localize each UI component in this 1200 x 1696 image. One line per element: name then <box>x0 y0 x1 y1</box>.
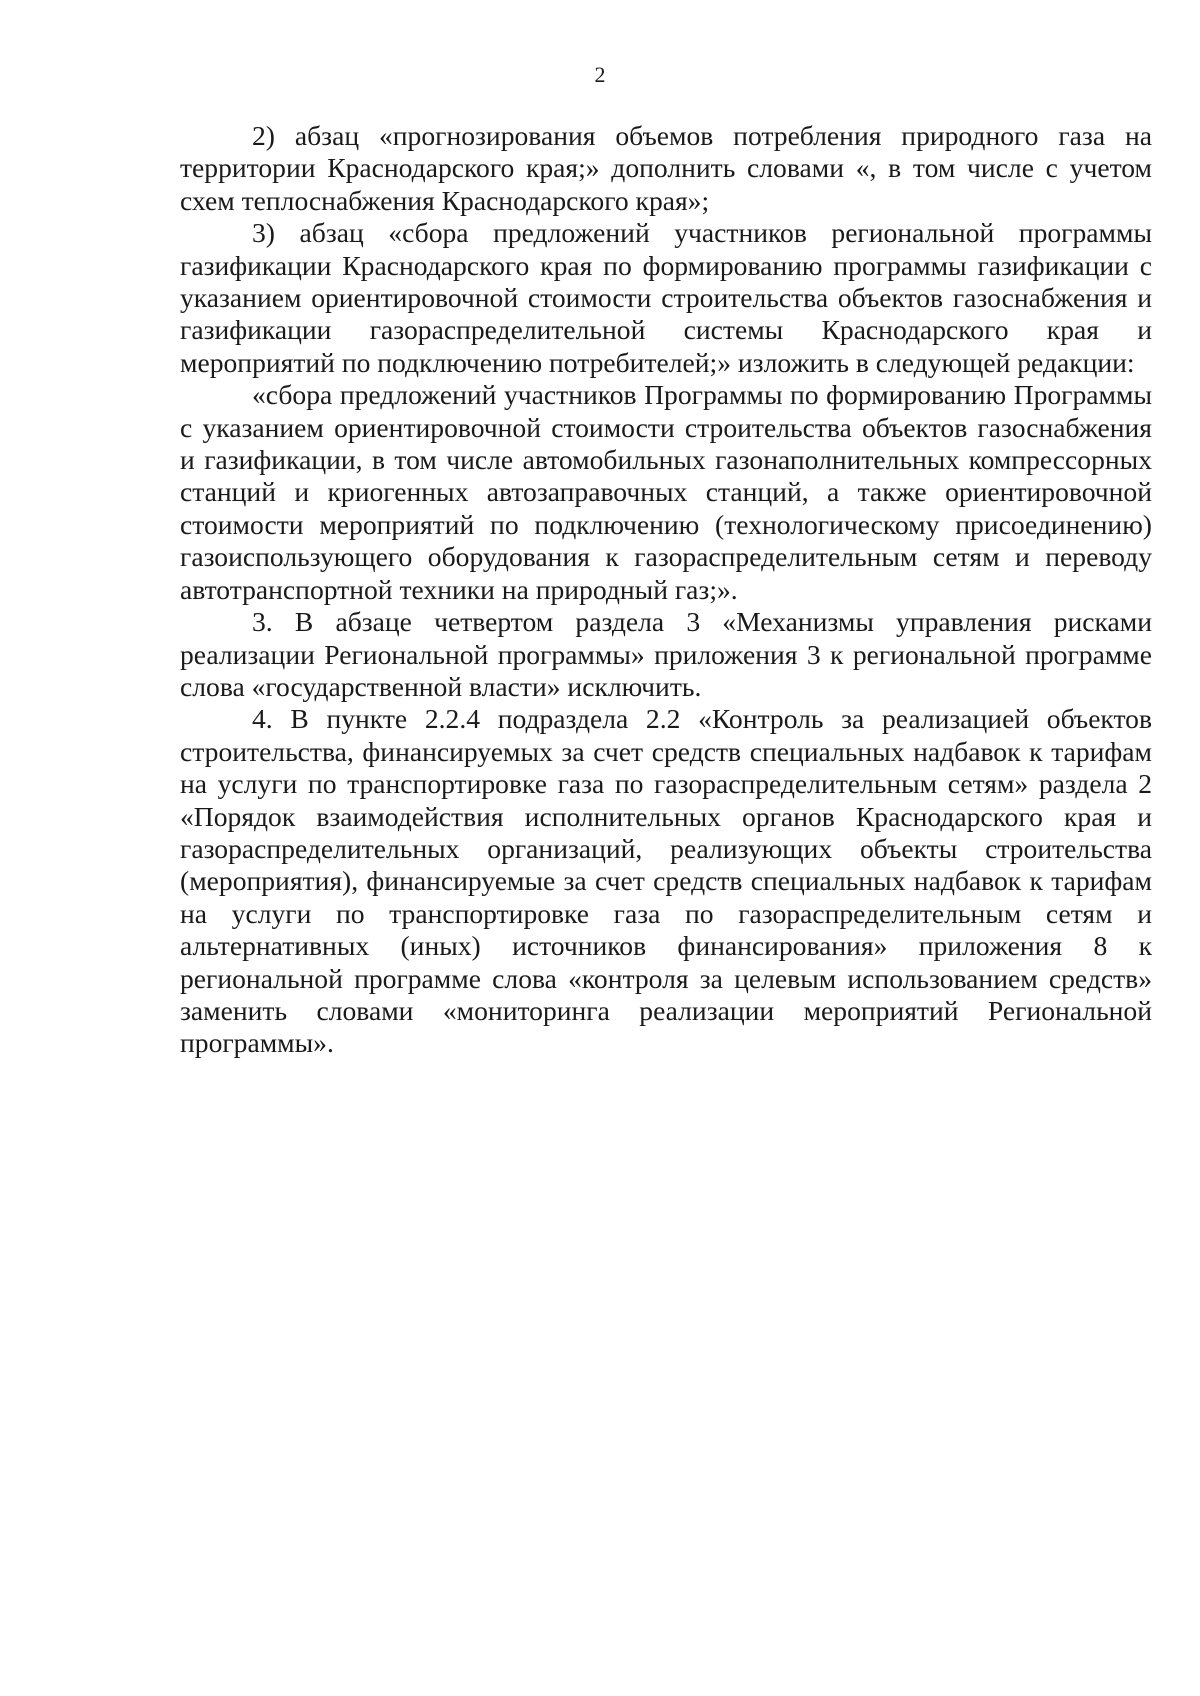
paragraph-new-wording: «сбора предложений участников Программы по формированию Программы с указанием ориентировочной стоимости строительства объектов газоснабжения и газификации, в том числе автомобильных газонаполнительных компрессорных станций и криогенных автозаправочных станций, а также ориентировочной стоимости мероприятий по подключению (технологическому присоединению) газоиспользующего оборудования к газораспределительным сетям и переводу автотранспортной техники на природный газ;». <box>180 379 1152 605</box>
paragraph-item-2-amendment: 2) абзац «прогнозирования объемов потребления природного газа на территории Краснодарского края;» дополнить словами «, в том числе с учетом схем теплоснабжения Краснодарского края»; <box>180 120 1152 216</box>
paragraph-point-3: 3. В абзаце четвертом раздела 3 «Механизмы управления рисками реализации Региональной программы» приложения 3 к региональной программе слова «государственной власти» исключить. <box>180 606 1152 702</box>
paragraph-item-3-amendment: 3) абзац «сбора предложений участников региональной программы газификации Краснодарского края по формированию программы газификации с указанием ориентировочной стоимости строительства объектов газоснабжения и газификации газораспределительной системы Краснодарского края и мероприятий по подключению потребителей;» изложить в следующей редакции: <box>180 217 1152 378</box>
document-body <box>180 120 1152 1060</box>
paragraph-point-4: 4. В пункте 2.2.4 подраздела 2.2 «Контроль за реализацией объектов строительства, финансируемых за счет средств специальных надбавок к тарифам на услуги по транспортировке газа по газораспределительным сетям» раздела 2 «Порядок взаимодействия исполнительных органов Краснодарского края и газораспределительных организаций, реализующих объекты строительства (мероприятия), финансируемые за счет средств специальных надбавок к тарифам на услуги по транспортировке газа по газораспределительным сетям и альтернативных (иных) источников финансирования» приложения 8 к региональной программе слова «контроля за целевым использованием средств» заменить словами «мониторинга реализации мероприятий Региональной программы». <box>180 703 1152 1059</box>
page-number: 2 <box>594 62 606 87</box>
